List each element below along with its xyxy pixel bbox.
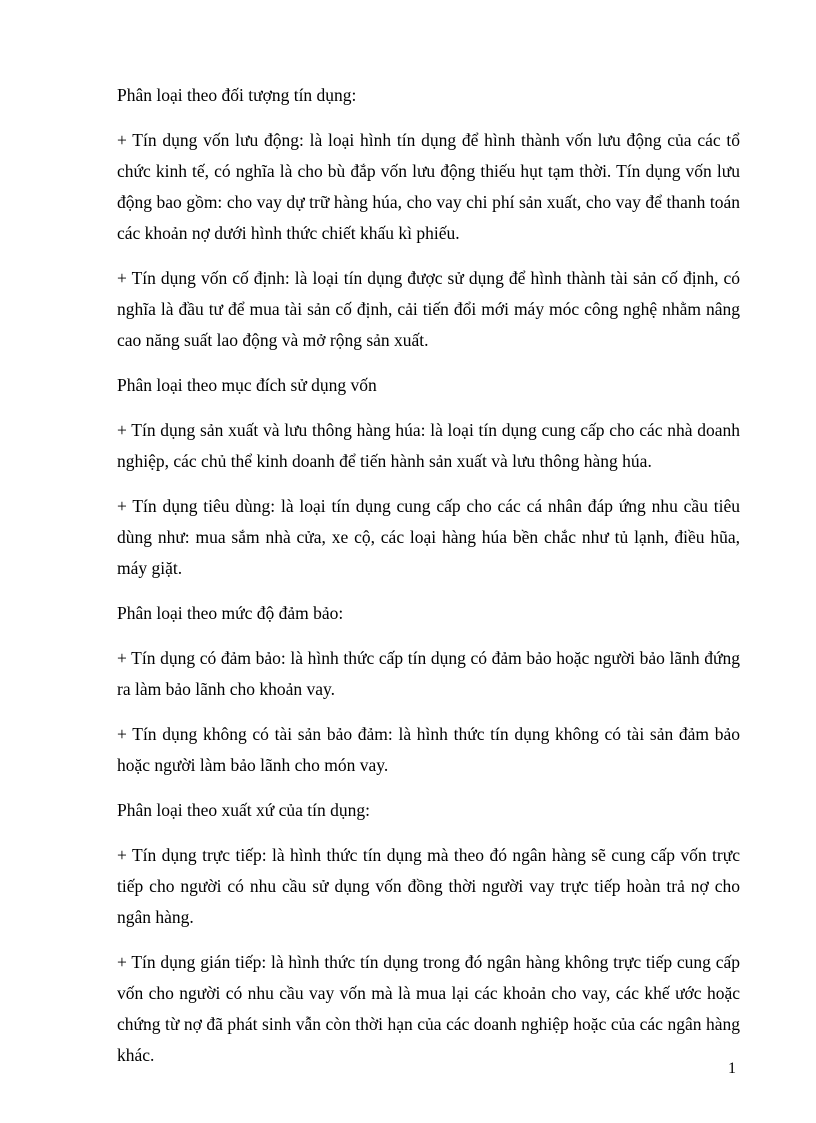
paragraph-fixed-capital-credit: + Tín dụng vốn cố định: là loại tín dụng được sử dụng để hình thành tài sản cố định, có nghĩa là đầu tư để mua tài sản cố định, cải tiến đổi mới máy móc công nghệ nhằm nâng cao năng suất lao động và mở rộng sản xuất.: [117, 268, 740, 350]
section-heading-credit-object: Phân loại theo đối tượng tín dụng:: [117, 85, 357, 105]
paragraph-working-capital-credit: + Tín dụng vốn lưu động: là loại hình tín dụng để hình thành vốn lưu động của các tổ chức kinh tế, có nghĩa là cho bù đắp vốn lưu động thiếu hụt tạm thời. Tín dụng vốn lưu động bao gồm: cho vay dự trữ hàng húa, cho vay chi phí sản xuất, cho vay để thanh toán các khoản nợ dưới hình thức chiết khấu kì phiếu.: [117, 130, 740, 243]
paragraph-indirect-credit: + Tín dụng gián tiếp: là hình thức tín dụng trong đó ngân hàng không trực tiếp cung cấp vốn cho người có nhu cầu vay vốn mà là mua lại các khoản cho vay, các khế ước hoặc chứng từ nợ đã phát sinh vẫn còn thời hạn của các doanh nghiệp hoặc của các ngân hàng khác.: [117, 952, 740, 1065]
paragraph-production-credit: + Tín dụng sản xuất và lưu thông hàng húa: là loại tín dụng cung cấp cho các nhà doanh nghiệp, các chủ thể kinh doanh để tiến hành sản xuất và lưu thông hàng húa.: [117, 420, 740, 471]
page-number: 1: [728, 1060, 736, 1077]
page-content: [117, 80, 740, 1085]
section-heading-security: Phân loại theo mức độ đảm bảo:: [117, 603, 344, 623]
section-heading-purpose: Phân loại theo mục đích sử dụng vốn: [117, 375, 377, 395]
paragraph-secured-credit: + Tín dụng có đảm bảo: là hình thức cấp tín dụng có đảm bảo hoặc người bảo lãnh đứng ra làm bảo lãnh cho khoản vay.: [117, 648, 740, 699]
paragraph-direct-credit: + Tín dụng trực tiếp: là hình thức tín dụng mà theo đó ngân hàng sẽ cung cấp vốn trực tiếp cho người có nhu cầu sử dụng vốn đồng thời người vay trực tiếp hoàn trả nợ cho ngân hàng.: [117, 845, 740, 927]
paragraph-unsecured-credit: + Tín dụng không có tài sản bảo đảm: là hình thức tín dụng không có tài sản đảm bảo hoặc người làm bảo lãnh cho món vay.: [117, 724, 740, 775]
section-heading-origin: Phân loại theo xuất xứ của tín dụng:: [117, 800, 370, 820]
paragraph-consumer-credit: + Tín dụng tiêu dùng: là loại tín dụng cung cấp cho các cá nhân đáp ứng nhu cầu tiêu dùng như: mua sắm nhà cửa, xe cộ, các loại hàng húa bền chắc như tủ lạnh, điều hũa, máy giặt.: [117, 496, 740, 578]
